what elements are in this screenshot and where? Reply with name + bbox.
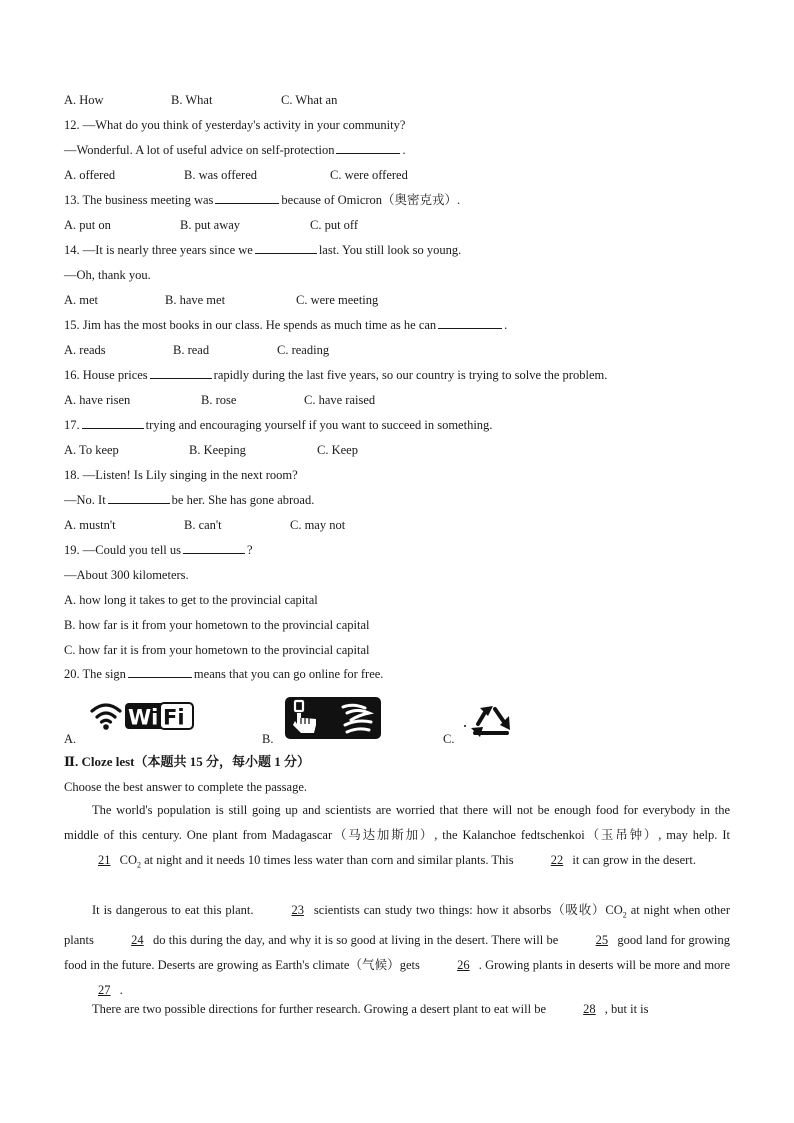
q19-answer: —About 300 kilometers. <box>64 568 189 582</box>
q12-question: 12. —What do you think of yesterday's activity in your community? <box>64 118 406 132</box>
q18-answer <box>64 492 314 508</box>
svg-text:Fi: Fi <box>163 705 185 730</box>
q20-question <box>64 666 383 682</box>
blank-22[interactable]: 22 <box>550 853 564 867</box>
q14-option-a[interactable]: A. met <box>64 293 99 307</box>
q12-option-a[interactable]: A. offered <box>64 168 116 182</box>
q17-option-a[interactable]: A. To keep <box>64 443 119 457</box>
q16-text-pre: 16. House prices <box>64 368 148 382</box>
passage-paragraph-1 <box>64 798 730 878</box>
q16-blank[interactable] <box>150 367 212 379</box>
q19-option-a[interactable]: A. how long it takes to get to the provincial capital <box>64 593 318 607</box>
q20-label-b[interactable]: B. <box>262 732 274 746</box>
q11-option-b[interactable]: B. What <box>171 93 213 107</box>
q18-question: 18. —Listen! Is Lily singing in the next room? <box>64 468 298 482</box>
q20-label-a[interactable]: A. <box>64 732 77 746</box>
q17-text-post: trying and encouraging yourself if you want to succeed in something. <box>145 418 493 432</box>
p1-text-d: it can grow in the desert. <box>572 853 696 867</box>
blank-23[interactable]: 23 <box>291 903 304 917</box>
p2-text-c: at night when other plants <box>64 903 731 947</box>
q20-text-post: means that you can go online for free. <box>193 667 384 681</box>
q17-option-b[interactable]: B. Keeping <box>189 443 246 457</box>
p3-text-a: There are two possible directions for further research. Growing a desert plant to eat will be <box>92 1002 546 1016</box>
q13-option-b[interactable]: B. put away <box>180 218 241 232</box>
q14-option-b[interactable]: B. have met <box>165 293 226 307</box>
p2-text-b: scientists can study two things: how it absorbs（吸收）CO <box>313 903 623 917</box>
q12-option-b[interactable]: B. was offered <box>184 168 258 182</box>
q12-answer-end: . <box>402 143 406 157</box>
blank-28[interactable]: 28 <box>583 1002 596 1016</box>
q15-option-a[interactable]: A. reads <box>64 343 106 357</box>
q16-text-post: rapidly during the last five years, so our country is trying to solve the problem. <box>213 368 608 382</box>
q12-answer <box>64 142 406 158</box>
q19-option-c[interactable]: C. how far it is from your hometown to the provincial capital <box>64 643 370 657</box>
p2-text-a: It is dangerous to eat this plant. <box>92 903 254 917</box>
q17-blank[interactable] <box>82 417 144 429</box>
q15-text-post: . <box>504 318 508 332</box>
q19-text-post: ? <box>247 543 253 557</box>
q12-option-c[interactable]: C. were offered <box>330 168 408 182</box>
q20-text-pre: 20. The sign <box>64 667 126 681</box>
q19-text-pre: 19. —Could you tell us <box>64 543 182 557</box>
blank-27[interactable]: 27 <box>98 982 111 997</box>
blank-24[interactable]: 24 <box>131 932 144 947</box>
blank-25[interactable]: 25 <box>595 932 609 947</box>
section-2-instruction: Choose the best answer to complete the passage. <box>64 780 307 794</box>
q15-text-pre: 15. Jim has the most books in our class. He spends as much time as he can <box>64 318 437 332</box>
p2-text-f: . Growing plants in deserts will be more and more <box>478 957 731 972</box>
q14-text-pre: 14. —It is nearly three years since we <box>64 243 253 257</box>
q12-answer-text: —Wonderful. A lot of useful advice on self-protection <box>64 143 335 157</box>
q14-answer: —Oh, thank you. <box>64 268 151 282</box>
p1-co2-sub: 2 <box>137 860 141 870</box>
q18-option-a[interactable]: A. mustn't <box>64 518 116 532</box>
q14-text-post: last. You still look so young. <box>318 243 462 257</box>
q20-blank[interactable] <box>128 666 192 678</box>
q13-option-a[interactable]: A. put on <box>64 218 111 232</box>
passage-paragraph-3 <box>64 997 730 1022</box>
p1-co2: CO <box>119 853 137 867</box>
q13-text-pre: 13. The business meeting was <box>64 193 214 207</box>
q17-option-c[interactable]: C. Keep <box>317 443 358 457</box>
q13-option-c[interactable]: C. put off <box>310 218 359 232</box>
q14-blank[interactable] <box>255 242 317 254</box>
q19-question <box>64 542 253 558</box>
p3-text-b: , but it is <box>604 1002 649 1016</box>
q19-option-b[interactable]: B. how far is it from your hometown to the provincial capital <box>64 618 370 632</box>
p2-co2-sub: 2 <box>622 910 627 920</box>
q13-question <box>64 192 460 208</box>
q18-answer-post: be her. She has gone abroad. <box>171 493 315 507</box>
recycle-sign-icon[interactable] <box>463 702 521 744</box>
q12-blank[interactable] <box>336 142 400 154</box>
q18-option-b[interactable]: B. can't <box>184 518 222 532</box>
q15-option-c[interactable]: C. reading <box>277 343 330 357</box>
q17-question <box>64 417 492 433</box>
q13-blank[interactable] <box>215 192 279 204</box>
q13-text-post: because of Omicron（奥密克戎）. <box>281 193 461 207</box>
q16-option-c[interactable]: C. have raised <box>304 393 376 407</box>
q14-question <box>64 242 461 258</box>
p1-text-c: at night and it needs 10 times less water than corn and similar plants. This <box>144 853 514 867</box>
q18-answer-pre: —No. It <box>64 493 106 507</box>
p2-text-g: . <box>119 982 123 997</box>
q15-blank[interactable] <box>438 317 502 329</box>
q19-blank[interactable] <box>183 542 245 554</box>
hand-dryer-sign-icon[interactable] <box>285 697 381 743</box>
wifi-sign-icon[interactable] <box>89 700 195 736</box>
q17-text-pre: 17. <box>64 418 80 432</box>
p2-text-e: good land for growing food in the future. Deserts are growing as Earth's climate（气候）gets <box>64 932 731 972</box>
blank-26[interactable]: 26 <box>457 957 470 972</box>
p2-text-d: do this during the day, and why it is so good at living in the desert. There will be <box>152 932 559 947</box>
q14-option-c[interactable]: C. were meeting <box>296 293 379 307</box>
q16-option-a[interactable]: A. have risen <box>64 393 131 407</box>
blank-21[interactable]: 21 <box>98 853 111 867</box>
q18-blank[interactable] <box>108 492 170 504</box>
q11-option-c[interactable]: C. What an <box>281 93 338 107</box>
q18-option-c[interactable]: C. may not <box>290 518 346 532</box>
q20-label-c[interactable]: C. <box>443 732 455 746</box>
q16-question <box>64 367 607 383</box>
p1-text-a: The world's population is still going up and scientists are worried that there will not be enough food for everybody in the middle of this century. One plant from Madagascar（马达加斯加）, the Kalanchoe fedtschenkoi（玉吊钟）, may help. It <box>64 803 730 842</box>
q11-option-a[interactable]: A. How <box>64 93 104 107</box>
q15-option-b[interactable]: B. read <box>173 343 210 357</box>
q16-option-b[interactable]: B. rose <box>201 393 237 407</box>
passage-paragraph-2 <box>64 898 730 1003</box>
q15-question <box>64 317 507 333</box>
section-2-title: Ⅱ. Cloze lest（本题共 15 分，每小题 1 分） <box>64 754 311 769</box>
svg-text:Wi: Wi <box>128 705 159 730</box>
